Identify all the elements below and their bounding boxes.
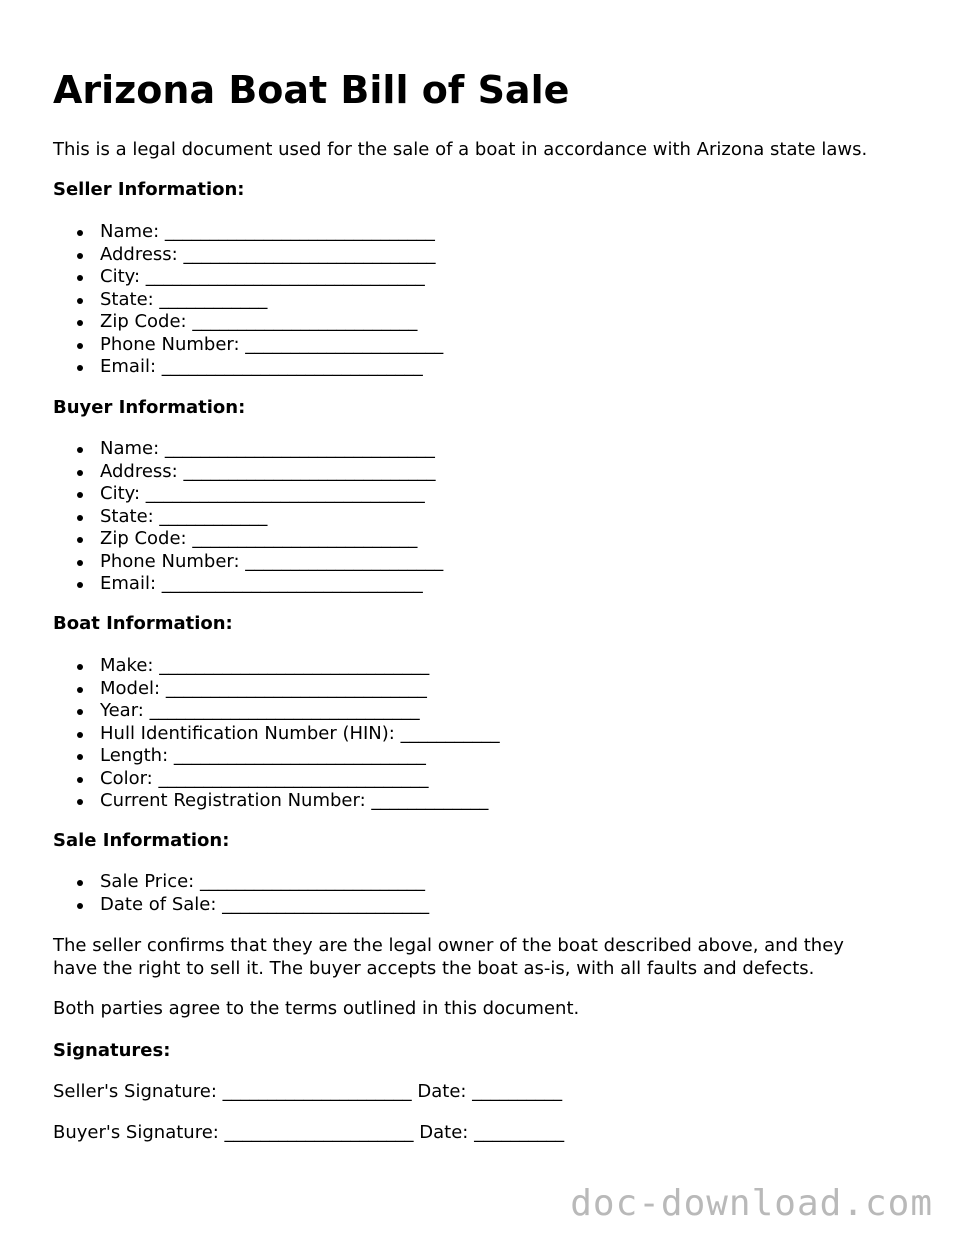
buyer-phone-field: Phone Number: ______________________ (53, 551, 443, 574)
seller-state-field: State: ____________ (53, 289, 443, 312)
ownership-statement (53, 935, 844, 980)
buyer-city-field: City: _______________________________ (53, 483, 443, 506)
boat-hin-field: Hull Identification Number (HIN): ___________ (53, 723, 500, 746)
seller-phone-field: Phone Number: ______________________ (53, 334, 443, 357)
boat-fields-list (53, 655, 500, 813)
boat-length-field: Length: ____________________________ (53, 745, 500, 768)
seller-email-field: Email: _____________________________ (53, 356, 443, 379)
seller-section-heading: Seller Information: (53, 179, 245, 200)
sale-section-heading: Sale Information: (53, 830, 230, 851)
seller-city-field: City: _______________________________ (53, 266, 443, 289)
boat-color-field: Color: ______________________________ (53, 768, 500, 791)
boat-model-field: Model: _____________________________ (53, 678, 500, 701)
seller-fields-list (53, 221, 443, 379)
ownership-statement-line-1: The seller confirms that they are the legal owner of the boat described above, and they (53, 935, 844, 956)
buyer-section-heading: Buyer Information: (53, 397, 246, 418)
ownership-statement-line-2: have the right to sell it. The buyer accepts the boat as-is, with all faults and defects. (53, 957, 815, 979)
boat-section-heading: Boat Information: (53, 613, 233, 634)
boat-year-field: Year: ______________________________ (53, 700, 500, 723)
seller-zip-field: Zip Code: _________________________ (53, 311, 443, 334)
buyer-address-field: Address: ____________________________ (53, 461, 443, 484)
buyer-name-field: Name: ______________________________ (53, 438, 443, 461)
buyer-fields-list (53, 438, 443, 596)
watermark-text: doc-download.com (570, 1183, 933, 1224)
boat-registration-field: Current Registration Number: _____________ (53, 790, 500, 813)
buyer-email-field: Email: _____________________________ (53, 573, 443, 596)
boat-make-field: Make: ______________________________ (53, 655, 500, 678)
buyer-zip-field: Zip Code: _________________________ (53, 528, 443, 551)
buyer-signature-line: Buyer's Signature: _____________________ Date: __________ (53, 1122, 565, 1143)
sale-price-field: Sale Price: _________________________ (53, 871, 429, 894)
sale-fields-list (53, 871, 429, 916)
sale-date-field: Date of Sale: _______________________ (53, 894, 429, 917)
intro-paragraph: This is a legal document used for the sale of a boat in accordance with Arizona state laws. (53, 139, 868, 160)
agreement-statement: Both parties agree to the terms outlined in this document. (53, 998, 580, 1019)
buyer-state-field: State: ____________ (53, 506, 443, 529)
page-title: Arizona Boat Bill of Sale (53, 68, 570, 112)
seller-signature-line: Seller's Signature: _____________________ Date: __________ (53, 1081, 563, 1102)
signatures-section-heading: Signatures: (53, 1040, 171, 1061)
seller-name-field: Name: ______________________________ (53, 221, 443, 244)
seller-address-field: Address: ____________________________ (53, 244, 443, 267)
